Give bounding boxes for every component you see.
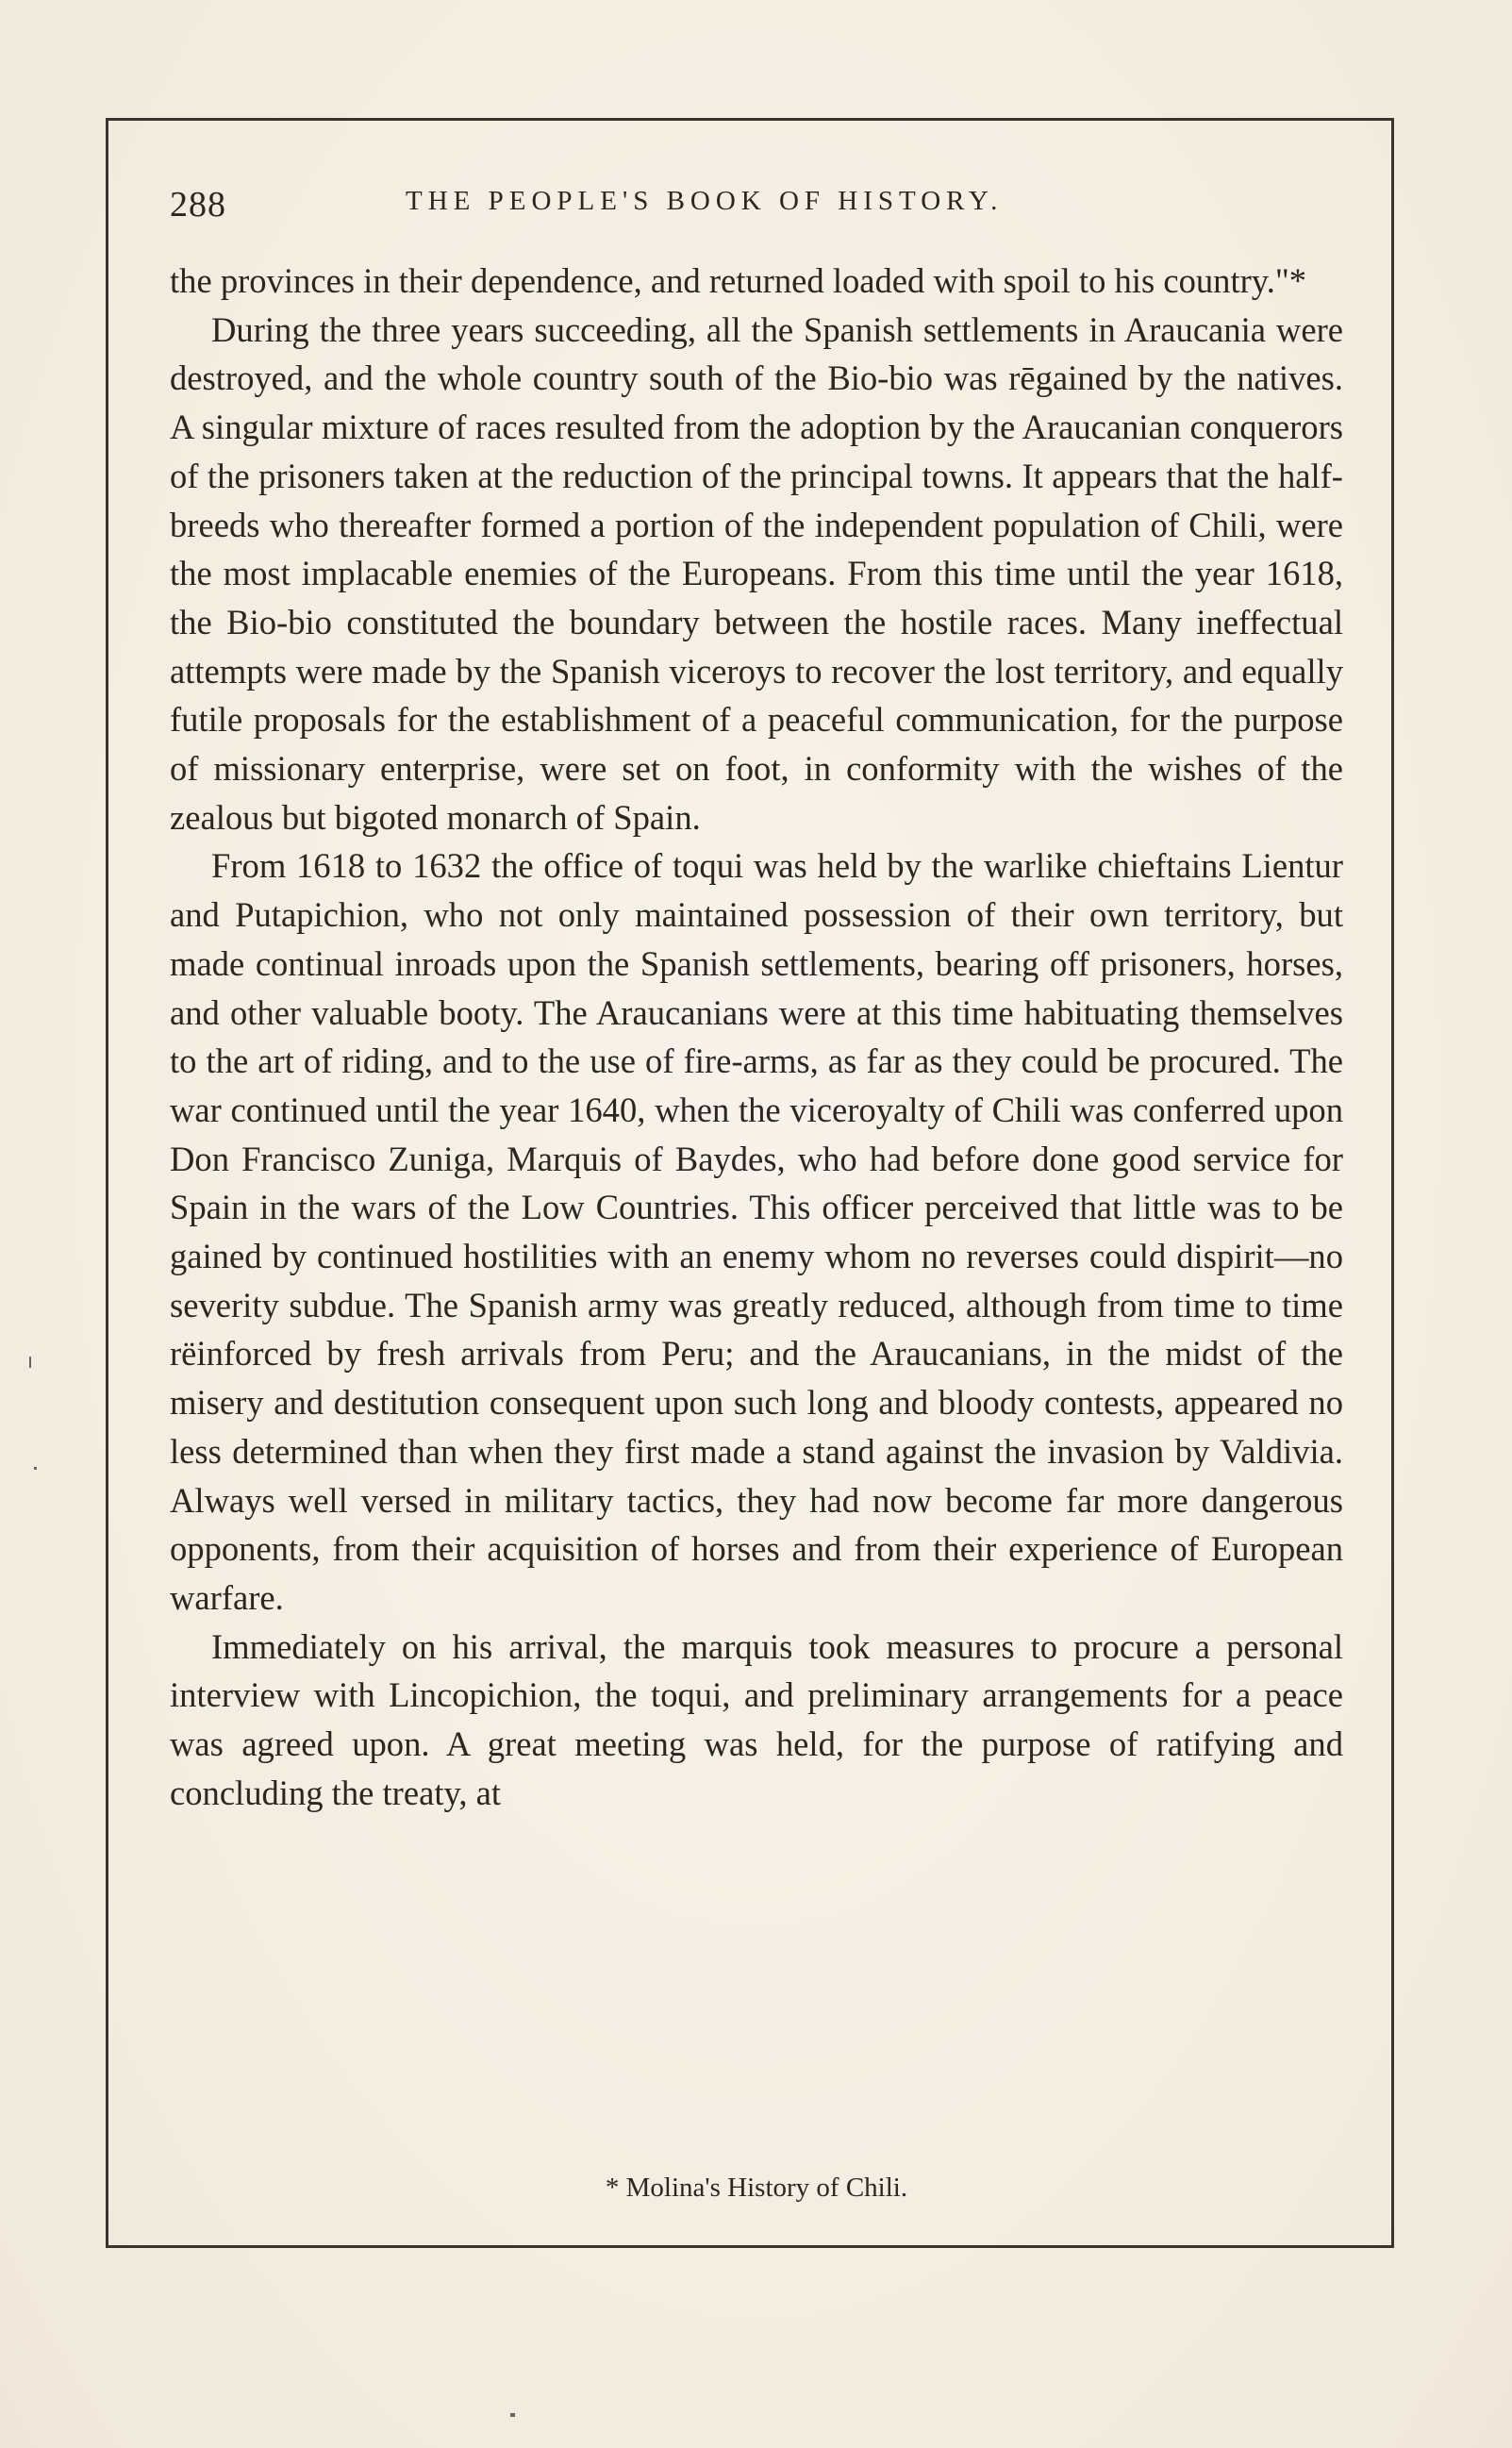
- page-number: 288: [170, 185, 226, 225]
- body-text: [170, 257, 1343, 1818]
- running-header: [170, 184, 1339, 231]
- footnote: * Molina's History of Chili.: [605, 2173, 908, 2203]
- paragraph-1: the provinces in their dependence, and returned loaded with spoil to his country."*: [170, 261, 1307, 300]
- paragraph-2: During the three years succeeding, all the Spanish settlements in Araucania were destroyed, and the whole country south of the Bio-bio was rēgained by the natives. A singular mixture of races resulted from the adoption by the Araucanian conquerors of the prisoners taken at the reduction of the principal towns. It appears that the half-breeds who thereafter formed a portion of the independent population of Chili, were the most implacable enemies of the Europeans. From this time until the year 1618, the Bio-bio constituted the boundary between the hostile races. Many ineffectual attempts were made by the Spanish viceroys to recover the lost territory, and equally futile proposals for the establishment of a peaceful communication, for the purpose of missionary enterprise, were set on foot, in conformity with the wishes of the zealous but bigoted monarch of Spain.: [170, 309, 1343, 837]
- running-title: THE PEOPLE'S BOOK OF HISTORY.: [406, 186, 1004, 216]
- paragraph-4: Immediately on his arrival, the marquis took measures to procure a personal interview with Lincopichion, the toqui, and preliminary arrangements for a peace was agreed upon. A great meeting was held, for the purpose of ratifying and concluding the treaty, at: [170, 1626, 1343, 1812]
- margin-speck: [29, 1357, 31, 1368]
- paragraph-3: From 1618 to 1632 the office of toqui was held by the warlike chieftains Lientur and Putapichion, who not only maintained possession of their own territory, but made continual inroads upon the Spanish settlements, bearing off prisoners, horses, and other valuable booty. The Araucanians were at this time habituating themselves to the art of riding, and to the use of fire-arms, as far as they could be procured. The war continued until the year 1640, when the viceroyalty of Chili was conferred upon Don Francisco Zuniga, Marquis of Baydes, who had before done good service for Spain in the wars of the Low Countries. This officer perceived that little was to be gained by continued hostilities with an enemy whom no reverses could dispirit—no severity subdue. The Spanish army was greatly reduced, although from time to time rëinforced by fresh arrivals from Peru; and the Araucanians, in the midst of the misery and destitution consequent upon such long and bloody contests, appeared no less determined than when they first made a stand against the invasion by Valdivia. Always well versed in military tactics, they had now become far more dangerous opponents, from their acquisition of horses and from their experience of European warfare.: [170, 846, 1343, 1617]
- margin-speck: [34, 1467, 37, 1470]
- margin-speck: [510, 2413, 515, 2417]
